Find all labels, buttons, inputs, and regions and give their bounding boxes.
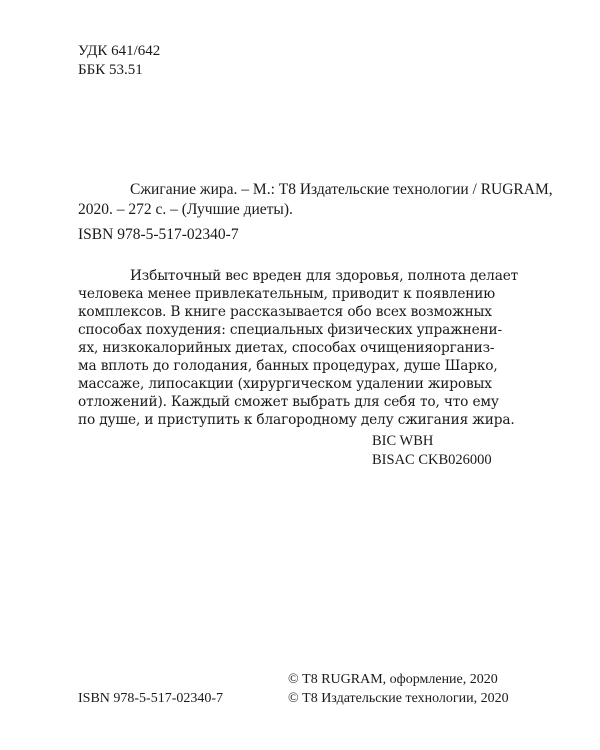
annotation-line: ма вплоть до голодания, банных процедурах, душе Шарко, bbox=[78, 358, 498, 374]
annotation-paragraph bbox=[78, 267, 524, 429]
annotation-line: по душе, и приступить к благородному делу сжигания жира. bbox=[78, 412, 515, 428]
annotation-line: массаже, липосакции (хирургическом удалении жировых bbox=[78, 376, 492, 392]
annotation-line: ях, низкокалорийных диетах, способах очищенияорганиз- bbox=[78, 340, 495, 356]
annotation-line: комплексов. В книге рассказывается обо всех возможных bbox=[78, 304, 492, 320]
annotation-line: отложений). Каждый сможет выбрать для себя то, что ему bbox=[78, 394, 499, 410]
bibliographic-line-2: 2020. – 272 с. – (Лучшие диеты). bbox=[78, 201, 293, 218]
classification-codes bbox=[78, 42, 160, 80]
isbn-main: ISBN 978-5-517-02340-7 bbox=[78, 226, 239, 243]
bisac-code: BISAC CKB026000 bbox=[372, 452, 492, 468]
annotation-line: человека менее привлекательным, приводит к появлению bbox=[78, 286, 495, 302]
annotation-line: Избыточный вес вреден для здоровья, полнота делает bbox=[130, 268, 519, 284]
copyright-publisher: © Т8 Издательские технологии, 2020 bbox=[288, 691, 509, 706]
copyright-notice bbox=[288, 670, 509, 708]
bibliographic-record bbox=[78, 180, 553, 220]
bic-code: BIC WBH bbox=[372, 433, 434, 449]
bibliographic-line-1: Сжигание жира. – М.: Т8 Издательские технологии / RUGRAM, bbox=[130, 181, 553, 198]
isbn-bottom: ISBN 978-5-517-02340-7 bbox=[78, 691, 224, 706]
copyright-design: © Т8 RUGRAM, оформление, 2020 bbox=[288, 672, 498, 687]
annotation-line: способах похудения: специальных физических упражнени- bbox=[78, 322, 502, 338]
udk-code: УДК 641/642 bbox=[78, 43, 161, 59]
subject-codes bbox=[372, 432, 492, 470]
bbk-code: ББК 53.51 bbox=[78, 62, 143, 78]
